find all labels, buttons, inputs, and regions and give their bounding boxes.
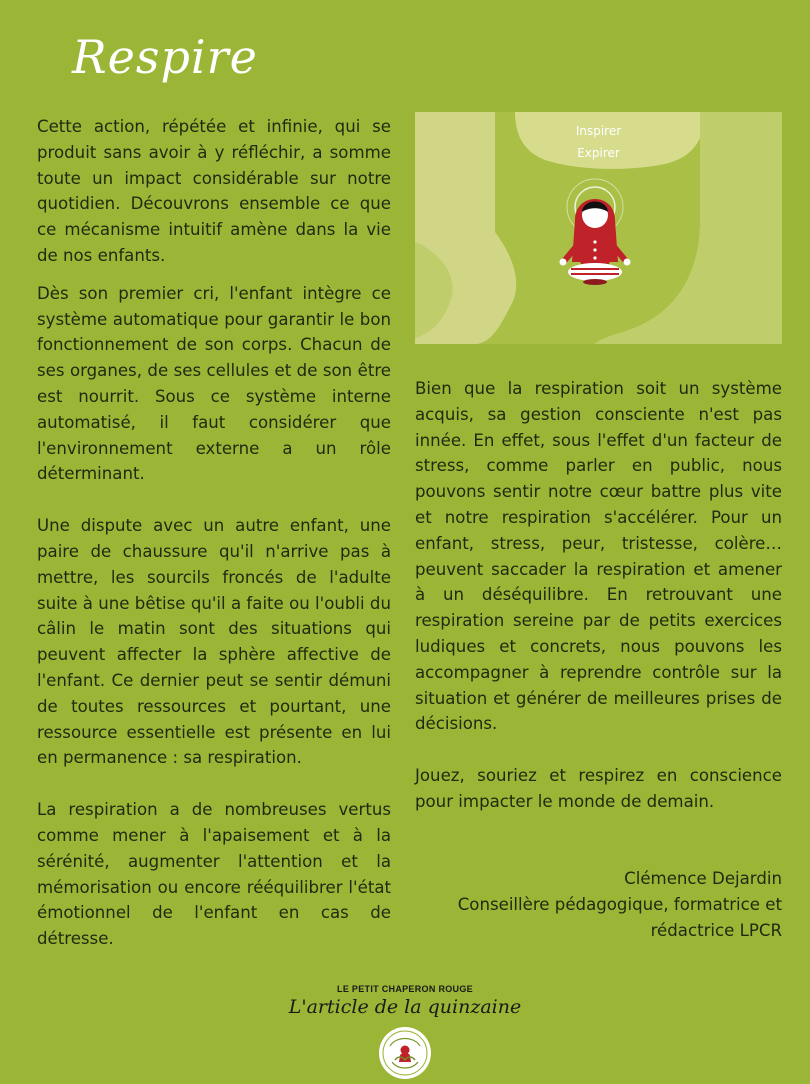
author-role: rédactrice LPCR — [650, 920, 782, 940]
author-name: Clémence Dejardin — [624, 869, 782, 888]
footer-tagline: L'article de la quinzaine — [288, 996, 522, 1018]
paragraph: La respiration a de nombreuses vertus comme mener à l'apaisement et à la sérénité, augmenter l'attention et la mémorisation ou encore rééquilibrer l'état émotionnel de l'enfant en cas de détresse. — [37, 800, 391, 949]
author-role: Conseillère pédagogique, formatrice et — [457, 894, 782, 914]
signature — [415, 866, 782, 943]
caption-inspirer: Inspirer — [575, 124, 622, 138]
paragraph: Jouez, souriez et respirez en conscience pour impacter le monde de demain. — [415, 766, 782, 811]
brand-logo-icon — [378, 1026, 432, 1080]
page-title: Respire — [72, 30, 258, 84]
right-column — [415, 376, 782, 815]
paragraph: Cette action, répétée et infinie, qui se produit sans avoir à y réfléchir, a somme toute un impact considérable sur notre quotidien. Découvrons ensemble ce que ce mécanisme intuitif amène dans la vie de nos enfants. — [37, 117, 391, 265]
breathing-illustration — [415, 112, 782, 344]
footer-brand: LE PETIT CHAPERON ROUGE — [337, 984, 473, 994]
paragraph: Une dispute avec un autre enfant, une paire de chaussure qu'il n'arrive pas à mettre, les sourcils froncés de l'adulte suite à une bêtise qu'il a faite ou l'oubli du câlin le matin sont des situations qui peuvent affecter la sphère affective de l'enfant. Ce dernier peut se sentir démuni de toutes ressources et pourtant, une ressource essentielle est présente en lui en permanence : sa respiration. — [37, 516, 391, 768]
paragraph: Bien que la respiration soit un système acquis, sa gestion consciente n'est pas innée. En effet, sous l'effet d'un facteur de stress, comme parler en public, nous pouvons sentir notre cœur battre plus vite et notre respiration s'accélérer. Pour un enfant, stress, peur, tristesse, colère… peuvent saccader la respiration et amener à un déséquilibre. En retrouvant une respiration sereine par de petits exercices ludiques et concrets, nous pouvons les accompagner à reprendre contrôle sur la situation et générer de meilleures prises de décisions. — [415, 379, 782, 734]
paragraph: Dès son premier cri, l'enfant intègre ce système automatique pour garantir le bon fonctionnement de son corps. Chacun de ses organes, de ses cellules et de son être est nourrit. Sous ce système interne automatisé, il faut considérer que l'environnement externe a un rôle déterminant. — [37, 283, 391, 484]
caption-expirer: Expirer — [577, 146, 620, 160]
left-column — [37, 114, 391, 952]
